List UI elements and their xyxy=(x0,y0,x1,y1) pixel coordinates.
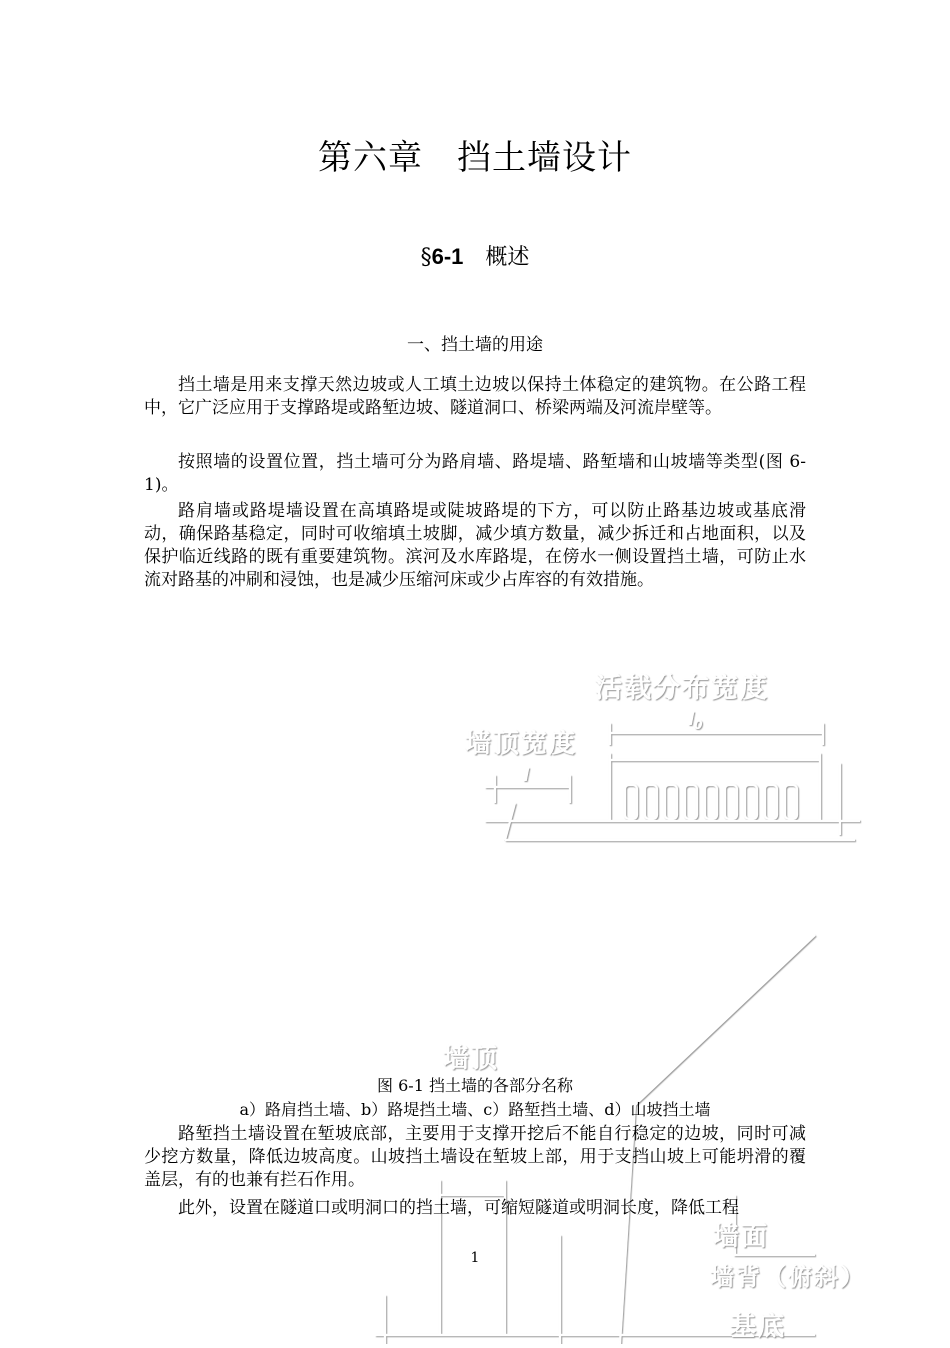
paragraph-2: 按照墙的设置位置，挡土墙可分为路肩墙、路堤墙、路堑墙和山坡墙等类型(图 6-1)。 xyxy=(144,452,806,495)
paragraph-3: 路肩墙或路堤墙设置在高填路堤或陡坡路堤的下方，可以防止路基边坡或基底滑动，确保路基稳定，同时可收缩填土坡脚，减少填方数量，减少拆迁和占地面积，以及保护临近线路的既有重要建筑物。滨河及水库路堤，在傍水一侧设置挡土墙，可防止水流对路基的冲刷和浸蚀，也是减少压缩河床或少占库容的有效措施。 xyxy=(144,501,806,590)
label-wall-back: 墙背（俯斜） xyxy=(710,1263,866,1291)
label-load-width-symbol: $l_0$ xyxy=(688,709,703,732)
label-load-width: 活载分布宽度 xyxy=(595,673,769,704)
label-top-width: 墙顶宽度 xyxy=(465,729,578,759)
label-top-width-symbol: l xyxy=(523,765,530,786)
subsection-heading: 一、挡土墙的用途 xyxy=(407,335,543,355)
label-base: 基底 xyxy=(730,1312,787,1342)
figure-caption: 图 6-1 挡土墙的各部分名称 xyxy=(377,1076,573,1095)
section-name: 概述 xyxy=(485,245,530,270)
paragraph-1: 挡土墙是用来支撑天然边坡或人工填土边坡以保持土体稳定的建筑物。在公路工程中，它广泛应用于支撑路堤或路堑边坡、隧道洞口、桥梁两端及河流岸壁等。 xyxy=(144,375,806,418)
figure-labels xyxy=(443,672,866,1342)
figure-drawing xyxy=(215,635,895,1344)
section-symbol: § xyxy=(420,245,432,270)
section-title xyxy=(0,240,950,271)
figure-6-1 xyxy=(215,635,895,1344)
label-wall-face: 墙面 xyxy=(713,1222,770,1252)
chapter-number: 第六章 xyxy=(318,138,423,178)
chapter-name: 挡土墙设计 xyxy=(457,138,632,178)
section-number: 6-1 xyxy=(431,244,464,269)
label-wall-top: 墙顶 xyxy=(443,1044,500,1074)
paragraph-4: 路堑挡土墙设置在堑坡底部，主要用于支撑开挖后不能自行稳定的边坡，同时可减少挖方数量，降低边坡高度。山坡挡土墙设在堑坡上部，用于支挡山坡上可能坍滑的覆盖层，有的也兼有拦石作用。 xyxy=(144,1124,806,1190)
figure-sublabels: a）路肩挡土墙、b）路堤挡土墙、c）路堑挡土墙、d）山坡挡土墙 xyxy=(239,1100,711,1119)
paragraph-5: 此外，设置在隧道口或明洞口的挡土墙，可缩短隧道或明洞长度，降低工程 xyxy=(178,1198,739,1218)
chapter-title xyxy=(0,130,950,179)
page-number: 1 xyxy=(470,1250,480,1266)
